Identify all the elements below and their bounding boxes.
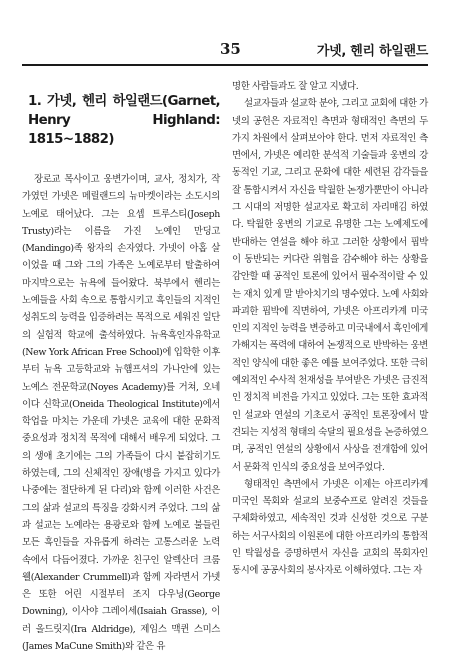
running-head: 가넷, 헨리 하일랜드 bbox=[316, 44, 428, 59]
body-paragraph: 설교자들과 설교학 분야, 그리고 교회에 대한 가넷의 공헌은 자료적인 측면과 형태적인 측면의 두 가지 차원에서 살펴보아야 한다. 먼저 자료적인 측면에서, 가넷은 예리한 분석적 기술들과 웅변의 강동적인 기교, 그리고 문화에 대한 세련된 감각들을 잘 통합시켜서 자신을 탁월한 논쟁가뿐만이 아니라 그 시대의 저명한 설교자로 확고히 자리매김 하였다. 탁월한 웅변의 기교로 유명한 그는 노예제도에 반대하는 연설을 해야 하고 그러한 상황에서 핍박이 동반되는 커다란 위협을 감수해야 하는 상황을 감안할 때 공적인 토론에 있어서 필수적이랄 수 있는 재치 있게 말 받아치기의 명수였다. 노예 사회와 파괴한 핍박에 직면하여, 가넷은 아프리카계 미국인의 지적인 능력을 변증하고 미국내에서 흑인에게 가해지는 폭력에 대하여 논쟁적으로 반박하는 웅변적인 양식에 대한 좋은 예를 보여주었다. 또한 극히 예외적인 수사적 천재성을 부여받은 가넷은 급진적인 정치적 비전을 가지고 있었다. 그는 또한 효과적인 설교와 연설의 기초로서 공적인 토론장에서 발견되는 지성적 형태의 숙달의 필요성을 논증하였으며, 공적인 연설의 상황에서 사상을 전개함에 있어서 문화적 인식의 중요성을 보여주었다. bbox=[232, 98, 428, 473]
page-number: 35 bbox=[220, 40, 241, 58]
header-rule bbox=[22, 64, 428, 66]
body-paragraph: 장로교 목사이고 웅변가이며, 교사, 정치가, 작가였던 가넷은 메릴랜드의 뉴마켓이라는 소도시의 노예로 태어났다. 그는 요셉 트루스티(Joseph Trusty)라는 이름을 가진 노예인 만딩고(Mandingo)족 왕자의 손자였다. 가넷이 아홉 살이었을 때 그와 그의 가족은 노예로부터 탈출하여 마지막으로는 뉴욕에 들어왔다. 북부에서 헨리는 노예들을 사회 속으로 통합시키고 흑인들의 지적인 성취도의 능력을 입증하려는 목적으로 세워진 일단의 실험적 학교에 출석하였다. 뉴욕흑인자유학교(New York African Free School)에 입학한 이후부터 뉴욕 고등학교와 뉴햄프셔의 가나안에 있는 노예스 전문학교(Noyes Academy)를 거쳐, 오네이다 신학교(Oneida Theological Institute)에서 학업을 마치는 가운데 가넷은 교육에 대한 문화적 중요성과 정치적 목적에 대해서 배우게 되었다. 그의 생애 초기에는 그의 가족들이 다시 붙잡히기도 하였는데, 그의 신체적인 장애(병을 가지고 있다가 나중에는 절단하게 된 다리)와 함께 이러한 사건은 그의 삶과 설교의 특징을 강화시켜 주었다. 그의 삶과 설교는 노예라는 용광로와 함께 노예로 불들린 모든 흑인들을 자유롭게 하려는 고통스러운 노력 속에서 다듬어졌다. 가까운 친구인 알렉산더 크룸웰(Alexander Crummell)과 함께 자라면서 가넷은 또한 어린 시절부터 조지 다우닝(George Downing), 이사야 그레이세(Isaiah Grasse), 이러 올드릿지(Ira Aldridge), 제임스 맥퀸 스미스(James MaCune Smith)와 같은 유 bbox=[22, 174, 220, 653]
page-header bbox=[22, 0, 428, 64]
right-column bbox=[232, 78, 428, 580]
left-column bbox=[22, 78, 220, 655]
body-paragraph: 명한 사람들과도 잘 알고 지냈다. bbox=[232, 81, 359, 92]
section-title: 1. 가넷, 헨리 하일랜드(Garnet, Henry Highland: 1815~1882) bbox=[28, 94, 220, 147]
body-paragraph: 형태적인 측면에서 가넷은 이제는 아프리카계 미국인 목회와 설교의 보중수프로 알려진 것들을 구체화하였고, 세속적인 것과 신성한 것으로 구분하는 서구사회의 이원론에 대한 아프리카의 통합적인 탁월성을 증명하면서 자신을 교회의 목회자인 동시에 공공사회의 봉사자로 이해하였다. 그는 자 bbox=[232, 478, 428, 577]
